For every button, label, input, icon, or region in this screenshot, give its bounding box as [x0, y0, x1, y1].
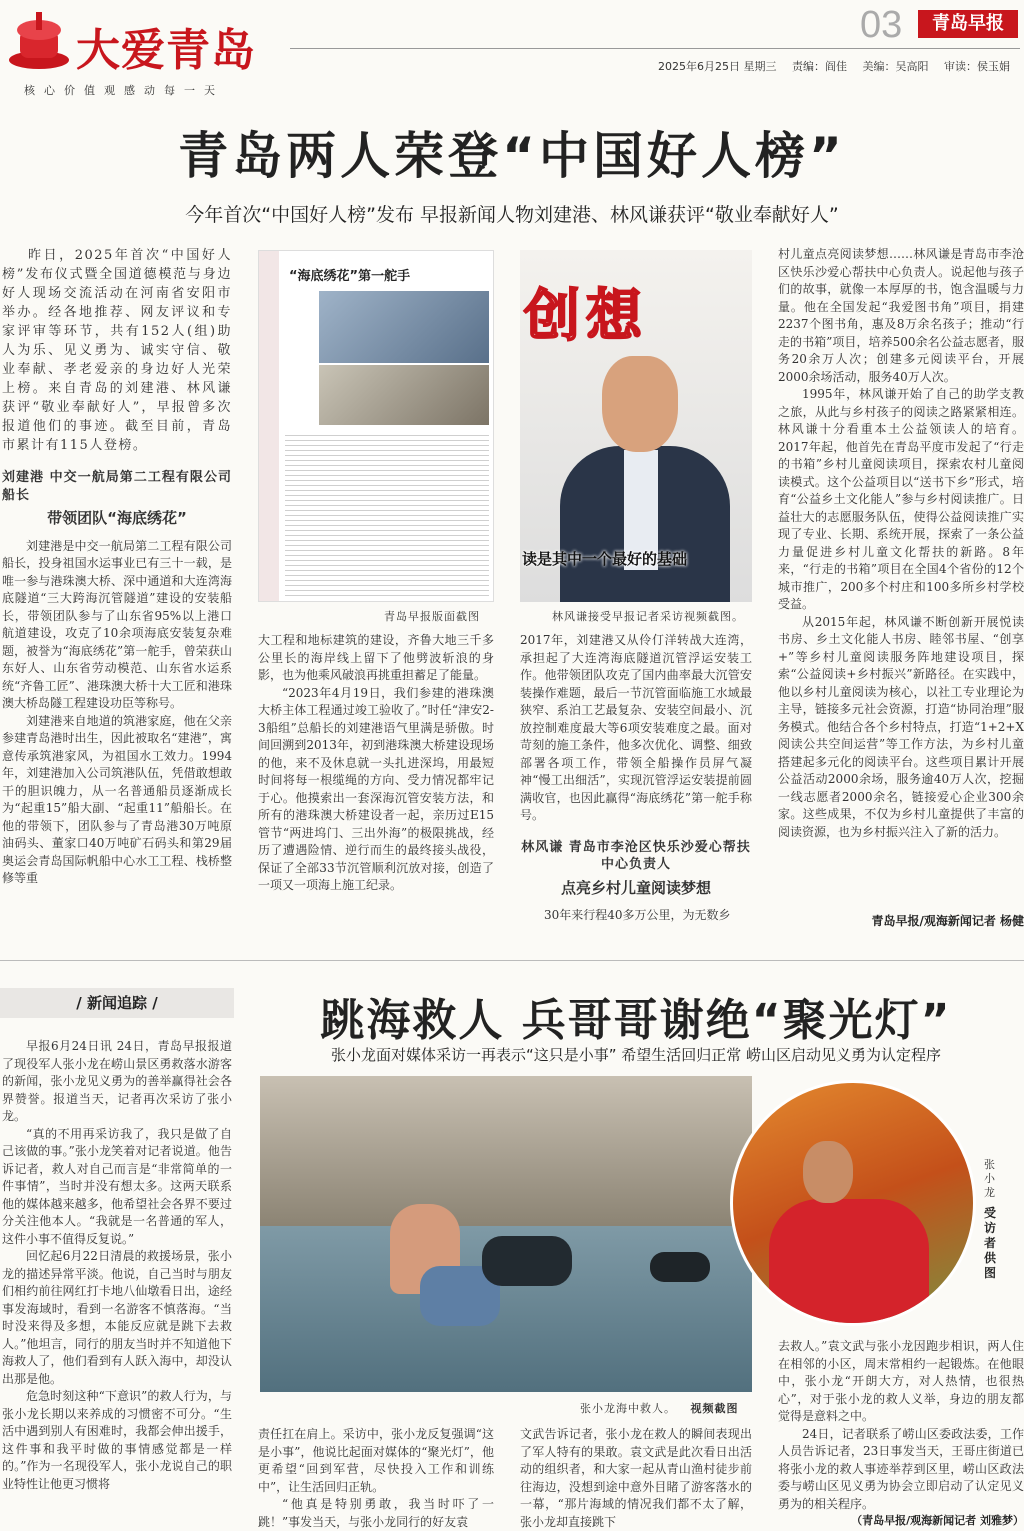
- newspaper-clipping-image: [258, 250, 494, 602]
- story2-column-4: [778, 1338, 1024, 1512]
- clipping-caption: 青岛早报版面截图: [384, 610, 480, 623]
- story2-subhead: 张小龙面对媒体采访一再表示“这只是小事” 希望生活回归正常 崂山区启动见义勇为认定程序: [330, 1046, 942, 1064]
- masthead: [0, 0, 1024, 100]
- story2-col1-para: “真的不用再采访我了，我只是做了自己该做的事。”张小龙笑着对记者说道。他告诉记者，救人对自己而言是“非常简单的一件事情”，当时并没有想太多。这两天联系他的媒体越来越多，他希望社会各界不要过分关注他本人。“我就是一名普通的军人，这件小事不值得反复说。”: [2, 1126, 232, 1246]
- slogan: 核心价值观感动每一天: [24, 84, 224, 97]
- story1-byline: 青岛早报/观海新闻记者 杨健: [871, 914, 1024, 928]
- zhang-xiaolong-portrait: [730, 1080, 976, 1326]
- story2-col4-para: 去救人。”袁文武与张小龙因跑步相识，两人住在相邻的小区，周末常相约一起锻炼。在他眼中，张小龙“开朗大方，对人热情，也很热心”，对于张小龙的救人义举，身边的朋友都觉得是意料之中。: [778, 1339, 1024, 1423]
- story2-col4-para: 24日，记者联系了崂山区委政法委，工作人员告诉记者，23日事发当天，王哥庄街道已将张小龙的救人事迹举荐到区里，崂山区政法委与崂山区见义勇为协会立即启动了认定见义勇为的相关程序。: [778, 1426, 1024, 1511]
- profile1-title: 带领团队“海底绣花”: [47, 509, 187, 527]
- profile2-title: 点亮乡村儿童阅读梦想: [560, 878, 711, 897]
- story1-column-3: [520, 632, 752, 932]
- section-tag-news-follow-up: / 新闻追踪 /: [0, 988, 234, 1018]
- page-number: 03: [860, 4, 903, 46]
- rescue-caption-credit: 视频截图: [690, 1402, 739, 1415]
- story2-col1-para: 回忆起6月22日清晨的救援场景，张小龙的描述异常平淡。他说，自己当时与朋友们相约前往网红打卡地八仙墩看日出，途经事发海域时，看到一名游客不慎落海。“当时没来得及多想，本能反应就是跳下去救人。”他坦言，同行的朋友当时并不知道他下海救人了，他们看到有人跃入海中，却没认出那是他。: [2, 1249, 232, 1386]
- story1-column-4: [778, 246, 1024, 910]
- backdrop-text: 创想: [524, 284, 648, 349]
- story2-byline: （青岛早报/观海新闻记者 刘雅梦）: [851, 1514, 1024, 1527]
- story2-column-3: [520, 1426, 752, 1531]
- story2-col2-para: “他真是特别勇敢，我当时吓了一跳！”事发当天，与张小龙同行的好友袁: [258, 1497, 494, 1529]
- story1-column-1: [2, 246, 232, 926]
- story1-col2-para: 大工程和地标建筑的建设，齐鲁大地三千多公里长的海岸线上留下了他劈波斩浪的身影，也为他乘风破浪再挑重担蓄足了能量。: [258, 633, 494, 682]
- story2-column-1: [2, 1038, 232, 1531]
- video-subtitle: 读是其中一个最好的基础: [522, 550, 688, 568]
- story2-col1-para: 早报6月24日讯 24日，青岛早报报道了现役军人张小龙在崂山景区勇救落水游客的新闻，张小龙见义勇为的善举赢得社会各界赞誉。报道当天，记者再次采访了张小龙。: [2, 1039, 232, 1123]
- portrait-caption-name: 张小龙: [984, 1158, 995, 1199]
- story1-col2-para: “2023年4月19日，我们参建的港珠澳大桥主体工程通过竣工验收了。”时任“津安2-3船组”总船长的刘建港语气里满是骄傲。时间回溯到2013年，初到港珠澳大桥建设现场的他，来不及休息就一头扎进深坞，用最短时间将每一根缆绳的方向、受力情况都牢记于心。他摸索出一套深海沉管安装方法，和所有的港珠澳大桥建设者一起，亲历过E15管节“两进坞门、三出外海”的极限挑战，经历了遭遇险情、逆行而生的最终接头战役，保证了全部33节沉管顺利沉放对接，创造了一项又一项海上施工纪录。: [258, 685, 494, 892]
- page-meta: [658, 58, 1022, 74]
- story2-col3-para: 文武告诉记者，张小龙在救人的瞬间表现出了军人特有的果敢。袁文武是此次看日出活动的组织者，和大家一起从青山渔村徒步前往海边，没想到途中意外目睹了游客落水的一幕，“那片海域的情况我们都不太了解，张小龙却直接跳下: [520, 1427, 752, 1529]
- story1-col4-para: 从2015年起，林风谦不断创新开展悦读书房、乡土文化能人书房、睦邻书屋、“创享+”等乡村儿童阅读服务阵地建设项目，探索“公益阅读+乡村振兴”新路径。在实践中，他以乡村儿童阅读为核心，以社工专业理论为主导，链接多元社会资源，打造“协同治理”服务模式。他结合各个乡村特点，打造“1+2+X阅读公共空间运营”等工作方法，为乡村儿童搭建起多元化的阅读平台。这些项目累计开展公益活动2000余场，服务逾40万人次，挖掘一线志愿者2000余名，链接爱心企业300余家。这些成果，不仅为乡村儿童提供了丰富的阅读资源，也为乡村振兴注入了新的活力。: [778, 614, 1024, 839]
- story2-col1-para: 危急时刻这种“下意识”的救人行为，与张小龙长期以来养成的习惯密不可分。“生活中遇到别人有困难时，我都会伸出援手，这件事和我平时做的事情感觉都是一样的。”作为一名现役军人，张小龙说自己的职业特性让他更习惯将: [2, 1389, 232, 1491]
- story1-subhead: 今年首次“中国好人榜”发布 早报新闻人物刘建港、林风谦获评“敬业奉献好人”: [185, 204, 839, 226]
- interview-video-still: [520, 250, 752, 602]
- story2-col2-para: 责任扛在肩上。采访中，张小龙反复强调“这是小事”，他说比起面对媒体的“聚光灯”，他更希望“回到军营，尽快投入工作和训练中”，让生活回归正轨。: [258, 1427, 494, 1494]
- profile1-name: 刘建港 中交一航局第二工程有限公司船长: [2, 470, 232, 503]
- proofreader-credit: 审读：侯玉娟: [944, 60, 1010, 73]
- story1-col3-para: 2017年，刘建港又从伶仃洋转战大连湾，承担起了大连湾海底隧道沉管浮运安装工作。他带领团队攻克了国内曲率最大沉管安装操作难题，最后一节沉管面临施工水域最狭窄、系泊工艺最复杂、安装空间最小、沉放控制难度最大等6项安装难度之最。面对苛刻的施工条件，他多次优化、调整、细致部署各项工作，带领全船操作员屏气凝神“慢工出细活”，实现沉管浮运安装提前圆满收官，也因此赢得“海底绣花”第一舵手称号。: [520, 633, 752, 822]
- story1-column-2: [258, 632, 494, 932]
- clipping-headline: “海底绣花”第一舵手: [289, 269, 411, 284]
- designer-credit: 美编：吴高阳: [862, 60, 929, 73]
- editor-credit: 责编：阎佳: [792, 60, 847, 73]
- story1-col1-para: 刘建港是中交一航局第二工程有限公司船长，投身祖国水运事业已有三十一载，是唯一参与港珠澳大桥、深中通道和大连湾海底隧道“三大跨海沉管隧道”建设的安装船长，带领团队参与了山东省95%以上港口航道建设，攻克了10余项海底安装复杂难题，被誉为“海底绣花”第一舵手，曾荣获山东好人、山东省劳动模范、山东省水运系统“齐鲁工匠”、港珠澳大桥十大工匠和港珠澳大桥岛隧工程建设功臣等称号。: [2, 538, 232, 710]
- qingdao-tower-logo-icon: [6, 10, 72, 72]
- profile2-name: 林风谦 青岛市李沧区快乐沙爱心帮扶中心负责人: [521, 839, 751, 872]
- story1-col4-para: 村儿童点亮阅读梦想……林风谦是青岛市李沧区快乐沙爱心帮扶中心负责人。说起他与孩子们的故事，就像一本厚厚的书，饱含温暖与力量。他在全国发起“我爱图书角”项目，捐建2237个图书角，惠及8万余名孩子；推动“行走的书箱”项目，培养500余名公益志愿者，服务20余万人次；创建多元阅读平台，开展2000余场活动，服务40万人次。: [778, 247, 1024, 384]
- rescue-photo: [260, 1076, 752, 1392]
- masthead-rule: [290, 48, 1020, 49]
- story2-column-2: [258, 1426, 494, 1531]
- story1-col4-para: 1995年，林风谦开始了自己的助学支教之旅，从此与乡村孩子的阅读之路紧紧相连。林风谦十分看重本土公益领读人的培育。2017年起，他首先在青岛平度市发起了“行走的书箱”乡村儿童阅读项目，探索农村儿童阅读模式。这个公益项目以“送书下乡”形式，培育“公益乡土文化能人”参与乡村阅读推广。日益壮大的志愿服务队伍，使得公益阅读推广实现了专业、长期、系统开展，探索了一条公益力量促进乡村儿童文化帮扶的新路。8年来，“行走的书箱”项目在全国4个省份的12个城市推广，200多个村庄和100多所乡村学校受益。: [778, 387, 1024, 611]
- video-caption: 林风谦接受早报记者采访视频截图。: [552, 610, 744, 623]
- story1-col3-tail: 30年来行程40多万公里，为无数乡: [544, 908, 731, 922]
- story1-lead: 昨日，2025年首次“中国好人榜”发布仪式暨全国道德模范与身边好人现场交流活动在河南省安阳市举办。经各地推荐、网友评议和专家评审等环节，共有152人(组)助人为乐、见义勇为、诚实守信、敬业奉献、孝老爱亲的身边好人光荣上榜。来自青岛的刘建港、林风谦获评“敬业奉献好人”，早报曾多次报道他们的事迹。截至目前，青岛市累计有115人登榜。: [2, 248, 232, 453]
- rescue-caption-text: 张小龙海中救人。: [580, 1402, 676, 1415]
- rescue-photo-caption: [580, 1400, 739, 1416]
- issue-date: 2025年6月25日 星期三: [658, 60, 777, 73]
- story1-col1-para: 刘建港来自地道的筑港家庭，他在父亲参建青岛港时出生，因此被取名“建港”，寓意传承筑港家风，为祖国水工效力。1994年，刘建港加入公司筑港队伍，凭借敢想敢干的胆识魄力，从一名普通船员逐渐成长为“起重15”船大副、“起重11”船船长。在他的带领下，团队参与了青岛港30万吨原油码头、董家口40万吨矿石码头和第29届奥运会青岛国际帆船中心水工工程、栈桥整修等重: [2, 713, 232, 885]
- story1-headline: 青岛两人荣登“中国好人榜”: [178, 127, 846, 185]
- section-brand: 大爱青岛: [76, 25, 256, 76]
- story-divider: [0, 960, 1024, 961]
- story2-headline: 跳海救人 兵哥哥谢绝“聚光灯”: [320, 995, 952, 1046]
- paper-logo: 青岛早报: [918, 10, 1018, 38]
- portrait-caption-credit: 受访者供图: [984, 1206, 997, 1280]
